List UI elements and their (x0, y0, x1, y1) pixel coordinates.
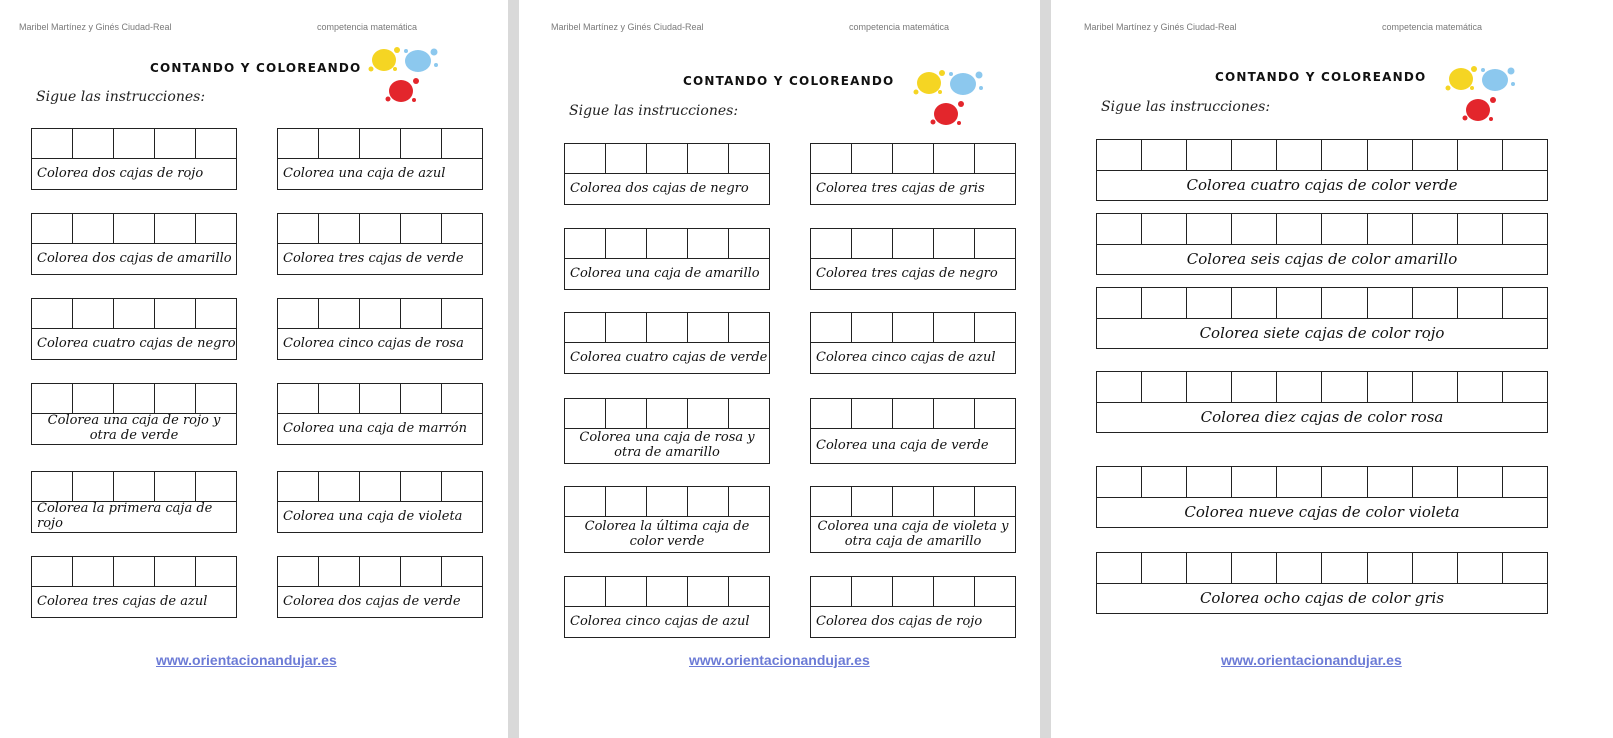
task-instruction: Colorea tres cajas de azul (37, 593, 208, 609)
color-cell[interactable] (852, 399, 893, 428)
color-cell[interactable] (319, 557, 360, 586)
color-cell[interactable] (319, 384, 360, 413)
color-cell[interactable] (1413, 372, 1458, 402)
task-instruction: Colorea dos cajas de rojo (37, 165, 204, 181)
color-cell[interactable] (1232, 140, 1277, 170)
color-cell[interactable] (442, 214, 482, 243)
color-cell[interactable] (1368, 140, 1413, 170)
color-cells-row (278, 129, 482, 159)
color-cells-row (565, 229, 769, 259)
color-cell[interactable] (73, 384, 114, 413)
color-cell[interactable] (155, 472, 196, 501)
color-cell[interactable] (1277, 288, 1322, 318)
color-cell[interactable] (565, 313, 606, 342)
color-cell[interactable] (196, 557, 236, 586)
color-cell[interactable] (1368, 467, 1413, 497)
task-box (810, 228, 1016, 290)
color-cell[interactable] (934, 229, 975, 258)
color-cell[interactable] (1458, 553, 1503, 583)
color-cell[interactable] (1097, 553, 1142, 583)
task-instruction: Colorea cinco cajas de rosa (283, 335, 464, 351)
color-cell[interactable] (688, 487, 729, 516)
color-cell[interactable] (1458, 288, 1503, 318)
task-box (31, 298, 237, 360)
task-instruction: Colorea dos cajas de verde (283, 593, 461, 609)
color-cell[interactable] (934, 487, 975, 516)
color-cell[interactable] (565, 144, 606, 173)
instructions-text: Sigue las instrucciones: (569, 103, 739, 119)
color-cell[interactable] (360, 557, 401, 586)
color-cell[interactable] (1187, 288, 1232, 318)
color-cell[interactable] (729, 144, 769, 173)
color-cell[interactable] (73, 299, 114, 328)
task-box (810, 312, 1016, 374)
color-cell[interactable] (1322, 140, 1367, 170)
color-cell[interactable] (1277, 467, 1322, 497)
color-cell[interactable] (1142, 288, 1187, 318)
color-cell[interactable] (934, 144, 975, 173)
color-cell[interactable] (1413, 467, 1458, 497)
color-cell[interactable] (606, 144, 647, 173)
color-cell[interactable] (811, 577, 852, 606)
color-cell[interactable] (155, 384, 196, 413)
task-box (277, 471, 483, 533)
color-cell[interactable] (975, 144, 1015, 173)
color-cell[interactable] (852, 144, 893, 173)
instructions-text: Sigue las instrucciones: (1101, 99, 1271, 115)
color-cell[interactable] (360, 384, 401, 413)
task-instruction: Colorea cinco cajas de azul (570, 613, 750, 629)
color-cell[interactable] (647, 487, 688, 516)
color-cell[interactable] (975, 487, 1015, 516)
color-cell[interactable] (278, 557, 319, 586)
color-cell[interactable] (1368, 214, 1413, 244)
color-cells-row (811, 313, 1015, 343)
color-cell[interactable] (1232, 288, 1277, 318)
color-cells-row (278, 472, 482, 502)
color-cell[interactable] (442, 472, 482, 501)
color-cell[interactable] (155, 299, 196, 328)
task-box (564, 143, 770, 205)
color-cell[interactable] (1277, 553, 1322, 583)
color-cell[interactable] (1187, 214, 1232, 244)
task-instruction: Colorea una caja de verde (816, 437, 989, 453)
color-cell[interactable] (729, 313, 769, 342)
color-cell[interactable] (1503, 140, 1547, 170)
color-cell[interactable] (155, 557, 196, 586)
color-cell[interactable] (442, 557, 482, 586)
color-cell[interactable] (811, 229, 852, 258)
color-cells-row (811, 229, 1015, 259)
color-cell[interactable] (688, 313, 729, 342)
task-box (810, 486, 1016, 553)
color-cell[interactable] (975, 399, 1015, 428)
task-box (31, 213, 237, 275)
color-cell[interactable] (1232, 467, 1277, 497)
color-cells-row (811, 487, 1015, 517)
color-cell[interactable] (893, 313, 934, 342)
color-cell[interactable] (1503, 553, 1547, 583)
page-title: CONTANDO Y COLOREANDO (150, 61, 362, 75)
color-cells-row (811, 144, 1015, 174)
task-box (1096, 139, 1548, 201)
color-cell[interactable] (1322, 214, 1367, 244)
color-cell[interactable] (32, 299, 73, 328)
color-cell[interactable] (729, 577, 769, 606)
color-cell[interactable] (1097, 288, 1142, 318)
task-box (31, 471, 237, 533)
color-cells-row (811, 577, 1015, 607)
paint-splash-icon (911, 68, 991, 130)
color-cell[interactable] (1187, 553, 1232, 583)
task-instruction: Colorea una caja de azul (283, 165, 446, 181)
color-cell[interactable] (278, 129, 319, 158)
task-box (564, 486, 770, 553)
color-cell[interactable] (729, 229, 769, 258)
color-cell[interactable] (155, 214, 196, 243)
color-cell[interactable] (196, 384, 236, 413)
task-instruction: Colorea tres cajas de negro (816, 265, 998, 281)
color-cell[interactable] (647, 144, 688, 173)
color-cell[interactable] (73, 472, 114, 501)
color-cell[interactable] (1413, 553, 1458, 583)
color-cell[interactable] (1097, 214, 1142, 244)
color-cell[interactable] (1187, 140, 1232, 170)
color-cells-row (811, 399, 1015, 429)
task-box (810, 576, 1016, 638)
worksheet-page-1 (0, 0, 508, 738)
task-box (564, 398, 770, 464)
color-cell[interactable] (1232, 553, 1277, 583)
color-cell[interactable] (196, 472, 236, 501)
color-cells-row (565, 399, 769, 429)
website-link[interactable]: www.orientacionandujar.es (1221, 652, 1402, 668)
task-box (810, 143, 1016, 205)
paint-splash-icon (366, 45, 446, 107)
task-box (277, 556, 483, 618)
header-author: Maribel Martínez y Ginés Ciudad-Real (551, 22, 704, 32)
color-cell[interactable] (688, 577, 729, 606)
task-box (277, 128, 483, 190)
color-cell[interactable] (893, 229, 934, 258)
color-cell[interactable] (1187, 372, 1232, 402)
color-cell[interactable] (688, 399, 729, 428)
color-cell[interactable] (442, 129, 482, 158)
color-cells-row (565, 577, 769, 607)
color-cell[interactable] (319, 129, 360, 158)
color-cell[interactable] (565, 229, 606, 258)
task-instruction: Colorea cuatro cajas de verde (570, 349, 768, 365)
color-cells-row (565, 144, 769, 174)
color-cell[interactable] (893, 577, 934, 606)
color-cell[interactable] (73, 214, 114, 243)
color-cells-row (278, 299, 482, 329)
color-cell[interactable] (852, 487, 893, 516)
color-cell[interactable] (811, 313, 852, 342)
color-cell[interactable] (1232, 372, 1277, 402)
color-cells-row (278, 214, 482, 244)
color-cell[interactable] (893, 487, 934, 516)
color-cell[interactable] (606, 577, 647, 606)
task-instruction: Colorea diez cajas de color rosa (1200, 407, 1444, 426)
color-cell[interactable] (442, 299, 482, 328)
task-box (31, 383, 237, 445)
task-instruction: Colorea una caja de violeta y otra caja de amarillo (817, 518, 1009, 549)
color-cells-row (565, 313, 769, 343)
task-box (564, 312, 770, 374)
worksheet-page-3 (1051, 0, 1613, 738)
color-cell[interactable] (1142, 140, 1187, 170)
color-cell[interactable] (1322, 372, 1367, 402)
color-cell[interactable] (647, 229, 688, 258)
color-cell[interactable] (1413, 288, 1458, 318)
color-cell[interactable] (319, 299, 360, 328)
color-cell[interactable] (196, 129, 236, 158)
task-instruction: Colorea dos cajas de amarillo (37, 250, 232, 266)
color-cell[interactable] (1503, 372, 1547, 402)
color-cells-row (1097, 214, 1547, 245)
color-cell[interactable] (155, 129, 196, 158)
color-cell[interactable] (1142, 467, 1187, 497)
page-title: CONTANDO Y COLOREANDO (1215, 70, 1427, 84)
task-instruction: Colorea una caja de rosa y otra de amarillo (579, 430, 755, 460)
color-cell[interactable] (647, 577, 688, 606)
color-cell[interactable] (319, 214, 360, 243)
header-subject: competencia matemática (849, 22, 950, 32)
color-cell[interactable] (606, 229, 647, 258)
color-cell[interactable] (114, 384, 155, 413)
color-cell[interactable] (360, 129, 401, 158)
color-cell[interactable] (688, 144, 729, 173)
color-cell[interactable] (1503, 288, 1547, 318)
task-instruction: Colorea una caja de amarillo (570, 265, 760, 281)
color-cell[interactable] (688, 229, 729, 258)
color-cells-row (1097, 372, 1547, 403)
color-cell[interactable] (1187, 467, 1232, 497)
color-cell[interactable] (114, 214, 155, 243)
color-cell[interactable] (811, 487, 852, 516)
color-cell[interactable] (32, 129, 73, 158)
color-cell[interactable] (401, 557, 442, 586)
task-instruction: Colorea cuatro cajas de color verde (1186, 175, 1458, 194)
color-cell[interactable] (32, 384, 73, 413)
color-cell[interactable] (1142, 553, 1187, 583)
task-instruction: Colorea cinco cajas de azul (816, 349, 996, 365)
task-box (31, 128, 237, 190)
color-cell[interactable] (934, 577, 975, 606)
task-box (1096, 371, 1548, 433)
color-cell[interactable] (401, 129, 442, 158)
color-cell[interactable] (1413, 214, 1458, 244)
task-instruction: Colorea una caja de marrón (283, 420, 467, 436)
color-cell[interactable] (32, 214, 73, 243)
color-cells-row (32, 472, 236, 502)
color-cell[interactable] (32, 472, 73, 501)
color-cell[interactable] (114, 557, 155, 586)
task-box (1096, 466, 1548, 528)
task-instruction: Colorea la primera caja de rojo (37, 501, 213, 531)
color-cell[interactable] (1458, 214, 1503, 244)
color-cell[interactable] (32, 557, 73, 586)
color-cell[interactable] (975, 577, 1015, 606)
color-cell[interactable] (1322, 467, 1367, 497)
color-cell[interactable] (401, 299, 442, 328)
color-cell[interactable] (442, 384, 482, 413)
color-cell[interactable] (934, 399, 975, 428)
task-instruction: Colorea seis cajas de color amarillo (1186, 249, 1458, 268)
color-cells-row (1097, 140, 1547, 171)
task-instruction: Colorea ocho cajas de color gris (1199, 588, 1445, 607)
color-cell[interactable] (565, 399, 606, 428)
color-cell[interactable] (852, 229, 893, 258)
color-cell[interactable] (1142, 214, 1187, 244)
color-cell[interactable] (729, 399, 769, 428)
color-cell[interactable] (893, 399, 934, 428)
task-box (1096, 287, 1548, 349)
task-instruction: Colorea tres cajas de gris (816, 180, 985, 196)
color-cells-row (32, 557, 236, 587)
color-cell[interactable] (401, 214, 442, 243)
color-cell[interactable] (278, 384, 319, 413)
instructions-text: Sigue las instrucciones: (36, 89, 206, 105)
color-cell[interactable] (1232, 214, 1277, 244)
color-cell[interactable] (360, 214, 401, 243)
color-cell[interactable] (811, 399, 852, 428)
color-cells-row (32, 299, 236, 329)
color-cell[interactable] (114, 129, 155, 158)
color-cell[interactable] (1097, 467, 1142, 497)
color-cell[interactable] (1503, 214, 1547, 244)
task-box (810, 398, 1016, 464)
color-cell[interactable] (606, 399, 647, 428)
color-cell[interactable] (606, 487, 647, 516)
color-cell[interactable] (1503, 467, 1547, 497)
worksheet-page-2 (519, 0, 1040, 738)
color-cell[interactable] (278, 214, 319, 243)
color-cell[interactable] (1368, 553, 1413, 583)
task-box (1096, 552, 1548, 614)
color-cell[interactable] (114, 299, 155, 328)
task-box (31, 556, 237, 618)
color-cell[interactable] (565, 487, 606, 516)
color-cell[interactable] (196, 299, 236, 328)
color-cell[interactable] (893, 144, 934, 173)
header-author: Maribel Martínez y Ginés Ciudad-Real (19, 22, 172, 32)
color-cell[interactable] (1142, 372, 1187, 402)
task-instruction: Colorea dos cajas de negro (570, 180, 749, 196)
task-box (277, 213, 483, 275)
header-subject: competencia matemática (317, 22, 418, 32)
header-subject: competencia matemática (1382, 22, 1483, 32)
color-cell[interactable] (1458, 372, 1503, 402)
color-cell[interactable] (934, 313, 975, 342)
color-cells-row (278, 384, 482, 414)
color-cell[interactable] (1368, 288, 1413, 318)
color-cell[interactable] (401, 384, 442, 413)
task-box (277, 298, 483, 360)
color-cell[interactable] (401, 472, 442, 501)
color-cell[interactable] (975, 229, 1015, 258)
color-cells-row (565, 487, 769, 517)
task-instruction: Colorea nueve cajas de color violeta (1184, 502, 1460, 521)
task-box (1096, 213, 1548, 275)
color-cell[interactable] (811, 144, 852, 173)
website-link[interactable]: www.orientacionandujar.es (689, 652, 870, 668)
color-cell[interactable] (565, 577, 606, 606)
color-cell[interactable] (278, 472, 319, 501)
task-instruction: Colorea dos cajas de rojo (816, 613, 983, 629)
color-cell[interactable] (975, 313, 1015, 342)
color-cell[interactable] (1413, 140, 1458, 170)
color-cells-row (1097, 288, 1547, 319)
color-cell[interactable] (1368, 372, 1413, 402)
header-author: Maribel Martínez y Ginés Ciudad-Real (1084, 22, 1237, 32)
color-cell[interactable] (196, 214, 236, 243)
color-cell[interactable] (73, 129, 114, 158)
color-cell[interactable] (278, 299, 319, 328)
color-cell[interactable] (729, 487, 769, 516)
page-title: CONTANDO Y COLOREANDO (683, 74, 895, 88)
color-cell[interactable] (1322, 553, 1367, 583)
color-cell[interactable] (73, 557, 114, 586)
website-link[interactable]: www.orientacionandujar.es (156, 652, 337, 668)
color-cells-row (32, 214, 236, 244)
color-cell[interactable] (647, 313, 688, 342)
color-cell[interactable] (606, 313, 647, 342)
color-cells-row (1097, 553, 1547, 584)
color-cell[interactable] (647, 399, 688, 428)
color-cell[interactable] (1458, 140, 1503, 170)
task-instruction: Colorea siete cajas de color rojo (1199, 323, 1445, 342)
color-cell[interactable] (360, 472, 401, 501)
color-cell[interactable] (360, 299, 401, 328)
task-instruction: Colorea una caja de rojo y otra de verde (47, 413, 221, 443)
task-instruction: Colorea cuatro cajas de negro (37, 335, 236, 351)
color-cells-row (32, 384, 236, 414)
color-cells-row (1097, 467, 1547, 498)
color-cell[interactable] (852, 313, 893, 342)
color-cell[interactable] (1277, 140, 1322, 170)
task-box (564, 576, 770, 638)
color-cells-row (32, 129, 236, 159)
color-cell[interactable] (1277, 214, 1322, 244)
color-cell[interactable] (1458, 467, 1503, 497)
color-cell[interactable] (1097, 140, 1142, 170)
color-cell[interactable] (114, 472, 155, 501)
color-cell[interactable] (319, 472, 360, 501)
color-cell[interactable] (1097, 372, 1142, 402)
paint-splash-icon (1443, 64, 1523, 126)
task-instruction: Colorea la última caja de color verde (584, 518, 750, 549)
color-cell[interactable] (852, 577, 893, 606)
color-cells-row (278, 557, 482, 587)
color-cell[interactable] (1322, 288, 1367, 318)
task-instruction: Colorea tres cajas de verde (283, 250, 464, 266)
color-cell[interactable] (1277, 372, 1322, 402)
task-box (564, 228, 770, 290)
task-instruction: Colorea una caja de violeta (283, 508, 463, 524)
task-box (277, 383, 483, 445)
